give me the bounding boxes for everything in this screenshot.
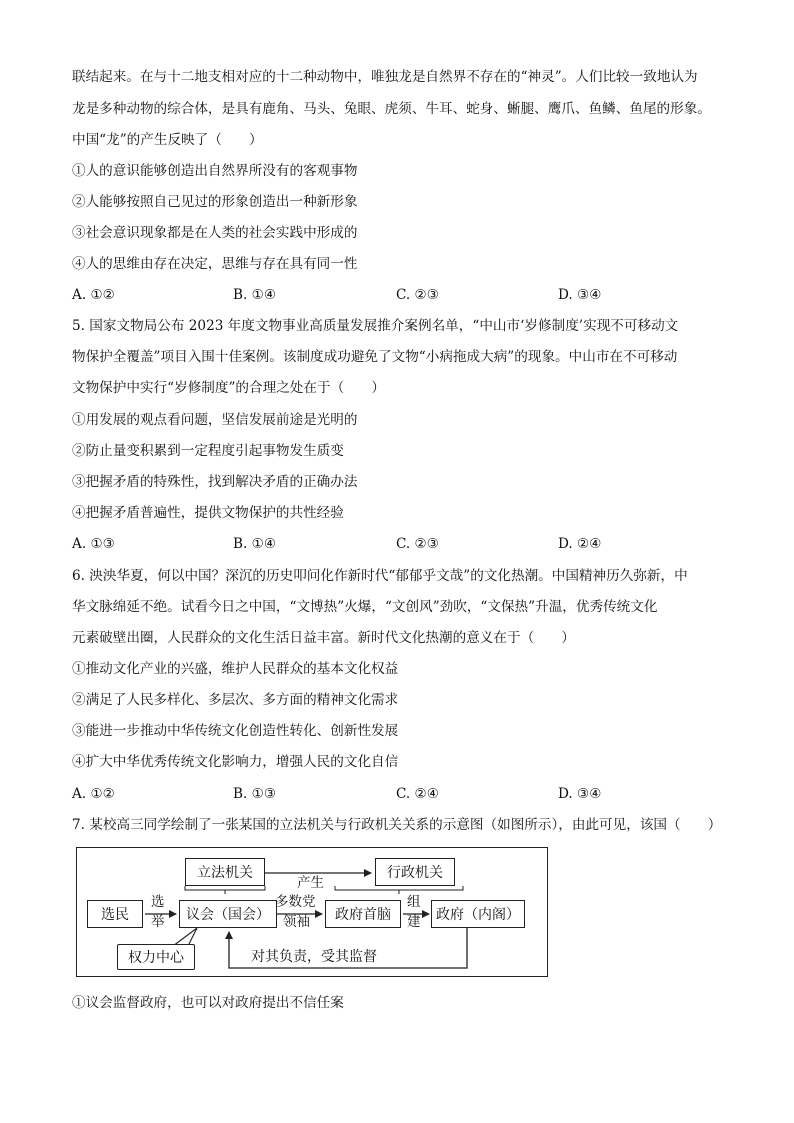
q5-option-c[interactable]: C. ②③	[396, 536, 439, 552]
q5-stem-line-1: 5. 国家文物局公布 2023 年度文物事业高质量发展推介案例名单，“中山市‘岁修制度’实现不可移动文	[72, 318, 679, 334]
q4-option-a[interactable]: A. ①②	[72, 287, 115, 303]
executive-box: 行政机关	[375, 858, 455, 886]
q6-stem-line-3: 元素破壁出圈，人民群众的文化生活日益丰富。新时代文化热潮的意义在于（ ）	[72, 630, 575, 646]
parliament-box: 议会（国会）	[179, 900, 277, 928]
q6-item-4: ④扩大中华优秀传统文化影响力，增强人民的文化自信	[72, 754, 399, 770]
power-center-callout: 权力中心	[117, 944, 195, 970]
q7-item-1: ①议会监督政府，也可以对政府提出不信任案	[72, 995, 344, 1011]
q5-option-b[interactable]: B. ①④	[233, 536, 277, 552]
q5-option-a[interactable]: A. ①③	[72, 536, 115, 552]
q6-option-c[interactable]: C. ②④	[396, 786, 439, 802]
legislature-box: 立法机关	[185, 858, 265, 886]
q5-item-1: ①用发展的观点看问题，坚信发展前途是光明的	[72, 412, 358, 428]
form-label-1: 组	[407, 894, 421, 910]
q4-option-c[interactable]: C. ②③	[396, 287, 439, 303]
majority-label-2: 领袖	[283, 914, 310, 930]
q6-option-b[interactable]: B. ①③	[233, 786, 277, 802]
elect-label-2: 举	[151, 914, 165, 930]
voters-box: 选民	[87, 900, 143, 928]
elect-label-1: 选	[151, 894, 165, 910]
q6-item-3: ③能进一步推动中华传统文化创造性转化、创新性发展	[72, 723, 399, 739]
q4-option-b[interactable]: B. ①④	[233, 287, 277, 303]
q5-stem-line-2: 物保护全覆盖”项目入围十佳案例。该制度成功避免了文物“小病拖成大病”的现象。中山市在不可移动	[72, 349, 678, 365]
q4-item-1: ①人的意识能够创造出自然界所没有的客观事物	[72, 163, 358, 179]
government-cabinet-box: 政府（内阁）	[431, 900, 525, 928]
q4-item-4: ④人的思维由存在决定，思维与存在具有同一性	[72, 256, 358, 272]
q6-item-1: ①推动文化产业的兴盛，维护人民群众的基本文化权益	[72, 661, 399, 677]
form-label-2: 建	[407, 914, 421, 930]
q7-stem: 7. 某校高三同学绘制了一张某国的立法机关与行政机关关系的示意图（如图所示），由此可见，该国（ ）	[72, 817, 722, 833]
executive-bracket	[335, 886, 463, 890]
q6-stem-line-2: 华文脉绵延不绝。试看今日之中国，“文博热”火爆，“文创风”劲吹，“文保热”升温，优秀传统文化	[72, 599, 658, 615]
q4-stem-line-3: 中国“龙”的产生反映了（ ）	[72, 132, 263, 148]
produce-label: 产生	[297, 875, 324, 891]
q6-option-a[interactable]: A. ①②	[72, 786, 115, 802]
q4-stem-line-1: 联结起来。在与十二地支相对应的十二种动物中，唯独龙是自然界不存在的“神灵”。人们比较一致地认为	[72, 69, 698, 85]
q6-option-d[interactable]: D. ③④	[558, 786, 602, 802]
legislature-executive-diagram	[76, 847, 548, 977]
legislature-bracket	[185, 886, 265, 890]
accountability-label: 对其负责，受其监督	[251, 949, 377, 965]
q6-item-2: ②满足了人民多样化、多层次、多方面的精神文化需求	[72, 692, 399, 708]
q4-stem-line-2: 龙是多种动物的综合体，是具有鹿角、马头、兔眼、虎须、牛耳、蛇身、蜥腿、鹰爪、鱼鳞、鱼尾的形象。	[72, 101, 711, 117]
q4-option-d[interactable]: D. ③④	[558, 287, 602, 303]
q5-item-4: ④把握矛盾普遍性，提供文物保护的共性经验	[72, 505, 344, 521]
q5-item-2: ②防止量变积累到一定程度引起事物发生质变	[72, 443, 344, 459]
q4-item-3: ③社会意识现象都是在人类的社会实践中形成的	[72, 225, 358, 241]
majority-label-1: 多数党	[275, 894, 316, 910]
q5-item-3: ③把握矛盾的特殊性，找到解决矛盾的正确办法	[72, 474, 358, 490]
q4-item-2: ②人能够按照自己见过的形象创造出一种新形象	[72, 194, 358, 210]
government-head-box: 政府首脑	[325, 900, 401, 928]
q5-option-d[interactable]: D. ②④	[558, 536, 602, 552]
q6-stem-line-1: 6. 泱泱华夏，何以中国？深沉的历史叩问化作新时代“郁郁乎文哉”的文化热潮。中国精神历久弥新，中	[72, 568, 688, 584]
q5-stem-line-3: 文物保护中实行“岁修制度”的合理之处在于（ ）	[72, 380, 385, 396]
